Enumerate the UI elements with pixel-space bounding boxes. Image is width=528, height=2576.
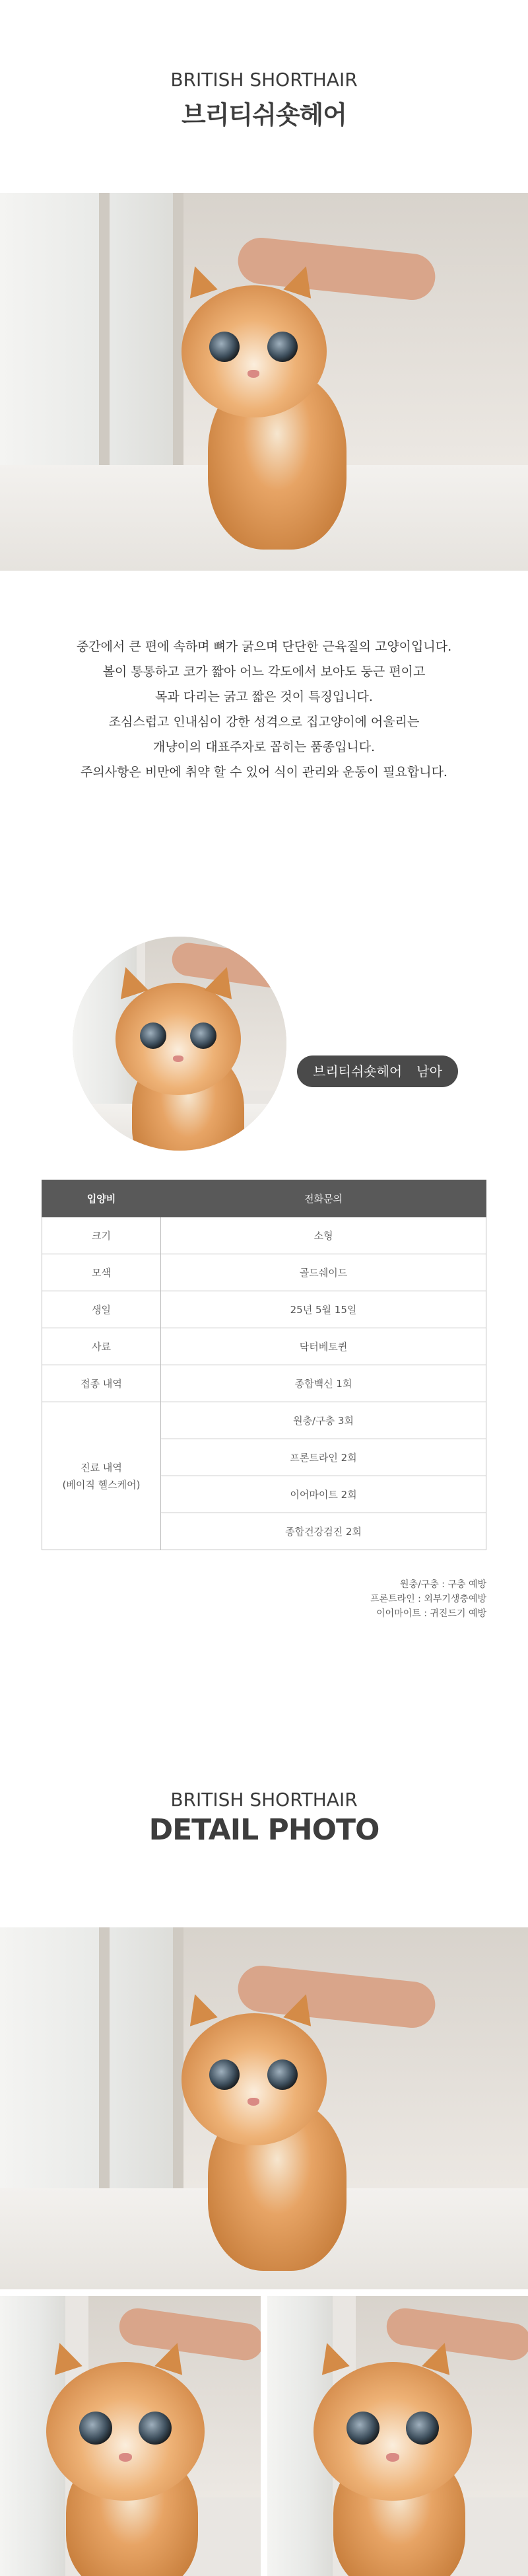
care-value: 이어마이트 2회 — [161, 1476, 486, 1513]
detail-photo-right — [267, 2296, 528, 2576]
row-value: 종합백신 1회 — [161, 1365, 486, 1402]
breed-gender-badge — [297, 1055, 458, 1087]
description-line: 개냥이의 대표주자로 꼽히는 품종입니다. — [152, 740, 376, 754]
row-value: 25년 5월 15일 — [161, 1291, 486, 1328]
detail-photo-header — [0, 1789, 528, 1847]
row-label: 크기 — [42, 1217, 161, 1254]
row-label: 사료 — [42, 1328, 161, 1365]
care-notes — [370, 1577, 486, 1621]
care-value: 종합건강검진 2회 — [161, 1513, 486, 1550]
detail-photo-title: DETAIL PHOTO — [148, 1813, 380, 1847]
table-row — [42, 1291, 486, 1328]
breed-description — [0, 634, 528, 785]
care-value: 프론트라인 2회 — [161, 1439, 486, 1476]
breed-english-title: BRITISH SHORTHAIR — [170, 69, 358, 90]
table-row — [42, 1217, 486, 1254]
description-line: 중간에서 큰 편에 속하며 뼈가 굵으며 단단한 근육질의 고양이입니다. — [76, 639, 452, 654]
main-kitten-photo — [0, 193, 528, 571]
row-label: 접종 내역 — [42, 1365, 161, 1402]
table-row — [42, 1402, 486, 1439]
table-header-cell: 입양비 — [42, 1180, 161, 1217]
table-header-row — [42, 1180, 486, 1217]
kitten-info-table — [42, 1180, 486, 1550]
profile-photo — [73, 937, 286, 1151]
description-line: 볼이 통통하고 코가 짧아 어느 각도에서 보아도 둥근 편이고 — [102, 664, 426, 679]
care-history-label — [42, 1402, 161, 1550]
description-line: 조심스럽고 인내심이 강한 성격으로 집고양이에 어울리는 — [108, 715, 420, 729]
table-header-cell: 전화문의 — [161, 1180, 486, 1217]
note-line: 이어마이트 : 귀진드기 예방 — [376, 1608, 486, 1619]
table-row — [42, 1254, 486, 1291]
intro-header — [0, 69, 528, 131]
table-row — [42, 1365, 486, 1402]
note-line: 프론트라인 : 외부기생충예방 — [370, 1594, 486, 1604]
detail-english-subtitle: BRITISH SHORTHAIR — [170, 1789, 358, 1810]
row-value: 소형 — [161, 1217, 486, 1254]
row-label: 생일 — [42, 1291, 161, 1328]
care-label-line: (베이직 헬스케어) — [62, 1478, 141, 1491]
note-line: 원충/구충 : 구충 예방 — [400, 1579, 486, 1590]
description-line: 주의사항은 비만에 취약 할 수 있어 식이 관리와 운동이 필요합니다. — [81, 765, 447, 779]
row-value: 닥터베토퀸 — [161, 1328, 486, 1365]
row-value: 골드쉐이드 — [161, 1254, 486, 1291]
description-line: 목과 다리는 굵고 짧은 것이 특징입니다. — [155, 690, 373, 704]
row-label: 모색 — [42, 1254, 161, 1291]
badge-gender: 남아 — [416, 1063, 442, 1079]
badge-breed: 브리티쉬숏헤어 — [313, 1063, 403, 1079]
care-label-line: 진료 내역 — [81, 1461, 122, 1474]
breed-korean-title: 브리티쉬숏헤어 — [182, 100, 346, 129]
detail-photo-left — [0, 2296, 261, 2576]
table-row — [42, 1328, 486, 1365]
detail-photo-large — [0, 1927, 528, 2289]
care-value: 원충/구충 3회 — [161, 1402, 486, 1439]
